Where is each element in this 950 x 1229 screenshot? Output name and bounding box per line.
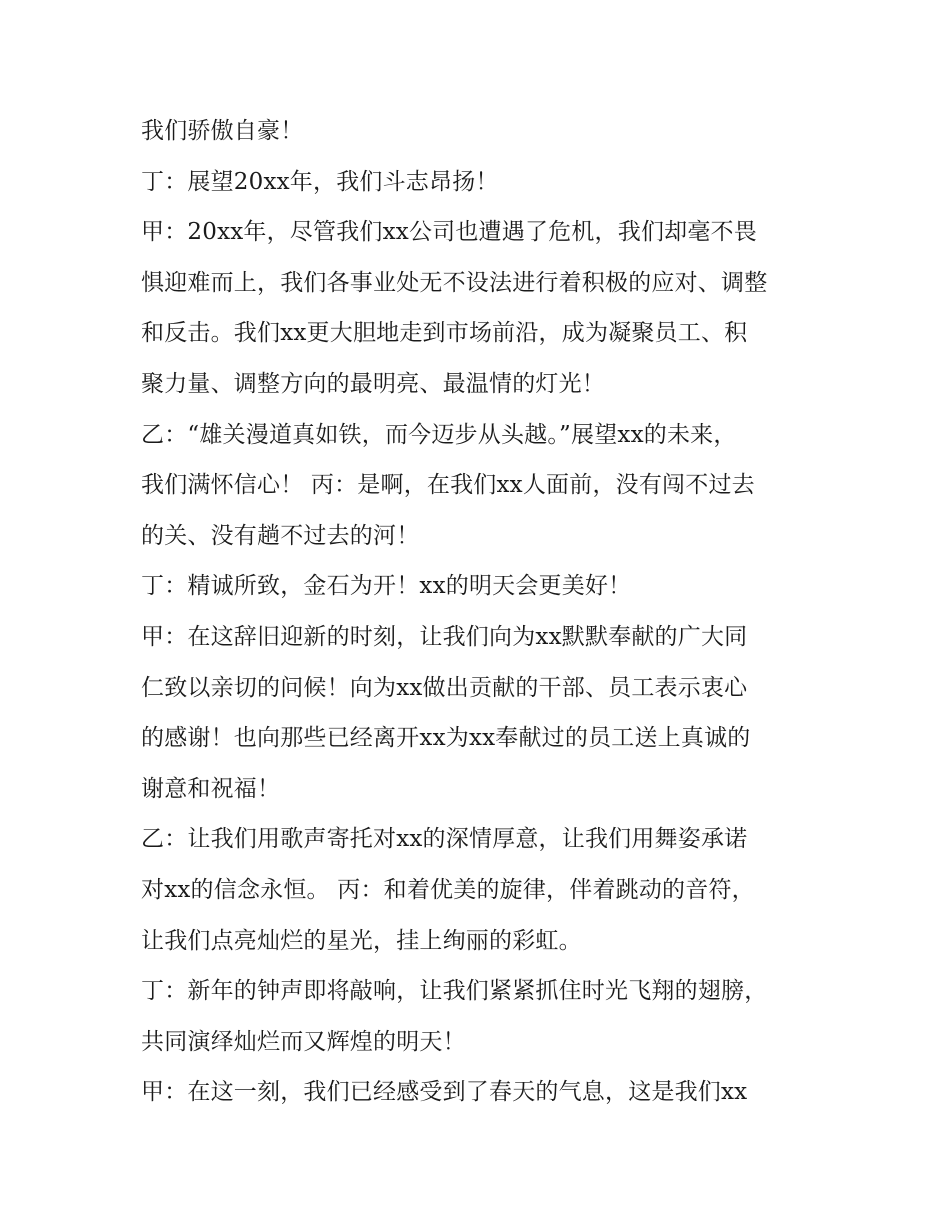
text-line: 甲：在这一刻，我们已经感受到了春天的气息，这是我们xx — [141, 1079, 748, 1106]
text-line: 谢意和祝福！ — [141, 775, 281, 802]
document-body — [141, 106, 821, 1118]
text-line: 我们满怀信心！ 丙：是啊，在我们xx人面前，没有闯不过去 — [141, 472, 755, 499]
text-line: 乙：让我们用歌声寄托对xx的深情厚意，让我们用舞姿承诺 — [141, 826, 748, 853]
text-line: 的关、没有趟不过去的河！ — [141, 522, 420, 549]
text-line: 让我们点亮灿烂的星光，挂上绚丽的彩虹。 — [141, 927, 582, 954]
text-line: 和反击。我们xx更大胆地走到市场前沿，成为凝聚员工、积 — [141, 320, 748, 347]
text-line: 对xx的信念永恒。 丙：和着优美的旋律，伴着跳动的音符， — [141, 876, 755, 903]
text-line: 惧迎难而上，我们各事业处无不设法进行着积极的应对、调整 — [141, 269, 768, 296]
text-line: 甲：20xx年，尽管我们xx公司也遭遇了危机，我们却毫不畏 — [141, 219, 757, 246]
text-line: 丁：精诚所致，金石为开！xx的明天会更美好！ — [141, 573, 632, 600]
text-line: 仁致以亲切的问候！向为xx做出贡献的干部、员工表示衷心 — [141, 674, 748, 701]
text-line: 乙：“雄关漫道真如铁，而今迈步从头越。”展望xx的未来， — [141, 421, 737, 448]
text-line: 甲：在这辞旧迎新的时刻，让我们向为xx默默奉献的广大同 — [141, 623, 748, 650]
text-line: 丁：展望20xx年，我们斗志昂扬！ — [141, 168, 499, 195]
text-line: 丁：新年的钟声即将敲响，让我们紧紧抓住时光飞翔的翅膀， — [141, 978, 768, 1005]
text-line: 共同演绎灿烂而又辉煌的明天！ — [141, 1028, 466, 1055]
text-line: 我们骄傲自豪！ — [141, 118, 304, 144]
text-line: 聚力量、调整方向的最明亮、最温情的灯光！ — [141, 370, 605, 397]
text-line: 的感谢！也向那些已经离开xx为xx奉献过的员工送上真诚的 — [141, 725, 751, 752]
